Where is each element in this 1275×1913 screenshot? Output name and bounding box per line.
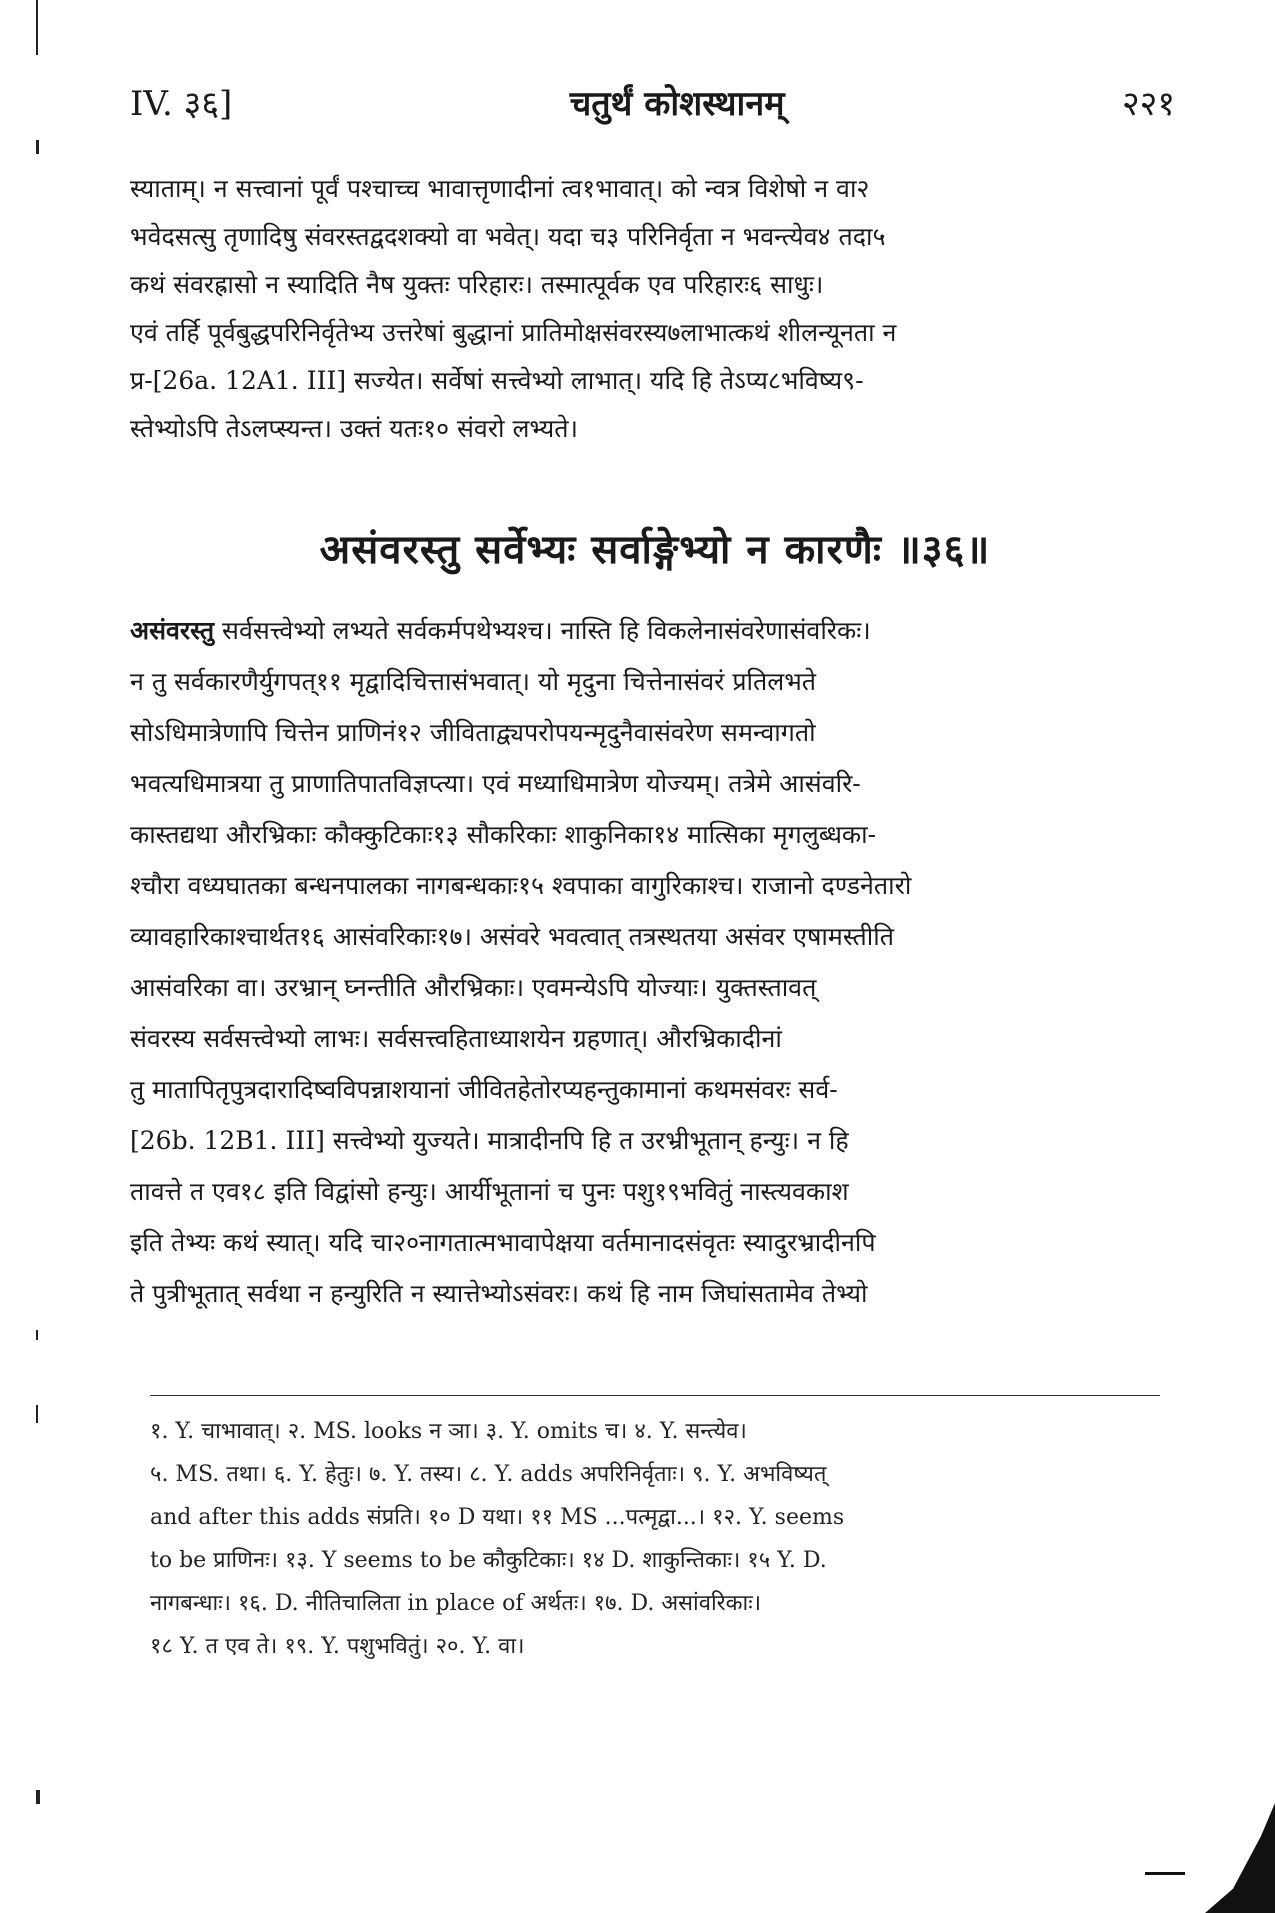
- text-line: स्याताम्। न सत्त्वानां पूर्वं पश्चाच्च भावात्तृणादीनां त्व१भावात्। को न्वत्र विशेषो न वा२: [130, 174, 870, 203]
- body-text: [130, 165, 1180, 453]
- scan-artifact: [1145, 1872, 1185, 1875]
- footnote-line: १८ Y. त एव ते। १९. Y. पशुभवितुं। २०. Y. वा।: [150, 1634, 525, 1659]
- margin-mark: [36, 1790, 40, 1804]
- margin-mark: [36, 1405, 38, 1423]
- text-line: भवत्यधिमात्रया तु प्राणातिपातविज्ञप्त्या। एवं मध्याधिमात्रेण योज्यम्। तत्रेमे आसंवरि-: [130, 769, 861, 798]
- running-title: चतुर्थं कोशस्थानम्: [569, 84, 785, 124]
- text-line: तावत्ते त एव१८ इति विद्वांसो हन्युः। आर्यीभूतानां च पुनः पशु१९भवितुं नास्त्यवकाश: [130, 1177, 849, 1206]
- text-line: प्र-[26a. 12A1. III] सज्येत। सर्वेषां सत्त्वेभ्यो लाभात्। यदि हि तेऽप्य८भविष्य९-: [130, 366, 864, 395]
- footnotes: [150, 1410, 1185, 1668]
- text-line: एवं तर्हि पूर्वबुद्धपरिनिर्वृतेभ्य उत्तरेषां बुद्धानां प्रातिमोक्षसंवरस्य७लाभात्कथं शीलन्यूनता न: [130, 318, 897, 347]
- footnote-line: १. Y. चाभावात्। २. MS. looks न ञा। ३. Y. omits च। ४. Y. सन्त्येव।: [150, 1419, 747, 1444]
- text-line: श्चौरा वध्यघातका बन्धनपालका नागबन्धकाः१५ श्वपाका वागुरिकाश्च। राजानो दण्डनेतारो: [130, 871, 912, 900]
- text-line: कास्तद्यथा औरभ्रिकाः कौक्कुटिकाः१३ सौकरिकाः शाकुनिका१४ मात्सिका मृगलुब्धका-: [130, 820, 877, 849]
- margin-mark: [36, 1330, 38, 1340]
- text-line: [130, 605, 1185, 656]
- text-line: स्तेभ्योऽपि तेऽलप्स्यन्त। उक्तं यतः१० संवरो लभ्यते।: [130, 414, 579, 443]
- text-line: इति तेभ्यः कथं स्यात्। यदि चा२०नागतात्मभावापेक्षया वर्तमानादसंवृतः स्यादुरभ्रादीनपि: [130, 1228, 876, 1257]
- text-line: सोऽधिमात्रेणापि चित्तेन प्राणिनं१२ जीविताद्व्यपरोपयन्मृदुनैवासंवरेण समन्वागतो: [130, 718, 816, 747]
- footnote-line: ५. MS. तथा। ६. Y. हेतुः। ७. Y. तस्य। ८. Y. adds अपरिनिर्वृताः। ९. Y. अभविष्यत्: [150, 1462, 827, 1487]
- text-line: [26b. 12B1. III] सत्त्वेभ्यो युज्यते। मात्रादीनपि हि त उरभ्रीभूतान् हन्युः। न हि: [130, 1126, 849, 1155]
- footnote-line: and after this adds संप्रति। १० D यथा। ११ MS ...पत्मृद्वा...। १२. Y. seems: [150, 1505, 845, 1530]
- text-line: व्यावहारिकाश्चार्थत१६ आसंवरिकाः१७। असंवरे भवत्वात् तत्रस्थतया असंवर एषामस्तीति: [130, 922, 895, 951]
- text-line: ते पुत्रीभूतात् सर्वथा न हन्युरिति न स्यात्तेभ्योऽसंवरः। कथं हि नाम जिघांसतामेव तेभ्यो: [130, 1279, 868, 1308]
- lemma: असंवरस्तु: [130, 616, 215, 645]
- footnote-line: to be प्राणिनः। १३. Y seems to be कौकुटिकाः। १४ D. शाकुन्तिकाः। १५ Y. D.: [150, 1548, 827, 1573]
- text-line: न तु सर्वकारणैर्युगपत्११ मृद्वादिचित्तासंभवात्। यो मृदुना चित्तेनासंवरं प्रतिलभते: [130, 667, 817, 696]
- margin-mark: [36, 140, 39, 154]
- chapter-verse-ref: IV. ३६]: [130, 84, 233, 124]
- margin-mark: [36, 0, 38, 55]
- page-header: [130, 72, 1175, 132]
- footnote-line: नागबन्धाः। १६. D. नीतिचालिता in place of अर्थतः। १७. D. असांवरिकाः।: [150, 1591, 762, 1616]
- commentary-text: [130, 605, 1185, 1319]
- footnote-divider: [150, 1395, 1160, 1396]
- text-line: तु मातापितृपुत्रदारादिष्वविपन्नाशयानां जीवितहेतोरप्यहन्तुकामानां कथमसंवरः सर्व-: [130, 1075, 838, 1104]
- page-corner-shadow: [1205, 1803, 1275, 1913]
- text-span: सर्वसत्त्वेभ्यो लभ्यते सर्वकर्मपथेभ्यश्च। नास्ति हि विकलेनासंवरेणासंवरिकः।: [214, 616, 871, 645]
- text-line: कथं संवरह्रासो न स्यादिति नैष युक्तः परिहारः। तस्मात्पूर्वक एव परिहारः६ साधुः।: [130, 270, 824, 299]
- text-line: संवरस्य सर्वसत्त्वेभ्यो लाभः। सर्वसत्त्वहिताध्याशयेन ग्रहणात्। औरभ्रिकादीनां: [130, 1024, 782, 1053]
- text-line: भवेदसत्सु तृणादिषु संवरस्तद्वदशक्यो वा भवेत्। यदा च३ परिनिर्वृता न भवन्त्येव४ तदा५: [130, 222, 886, 251]
- text-line: आसंवरिका वा। उरभ्रान् घ्नन्तीति औरभ्रिकाः। एवमन्येऽपि योज्याः। युक्तस्तावत्: [130, 973, 817, 1002]
- karika-verse: असंवरस्तु सर्वेभ्यः सर्वाङ्गेभ्यो न कारणैः ॥३६॥: [319, 526, 991, 573]
- page-number: २२१: [1121, 84, 1175, 124]
